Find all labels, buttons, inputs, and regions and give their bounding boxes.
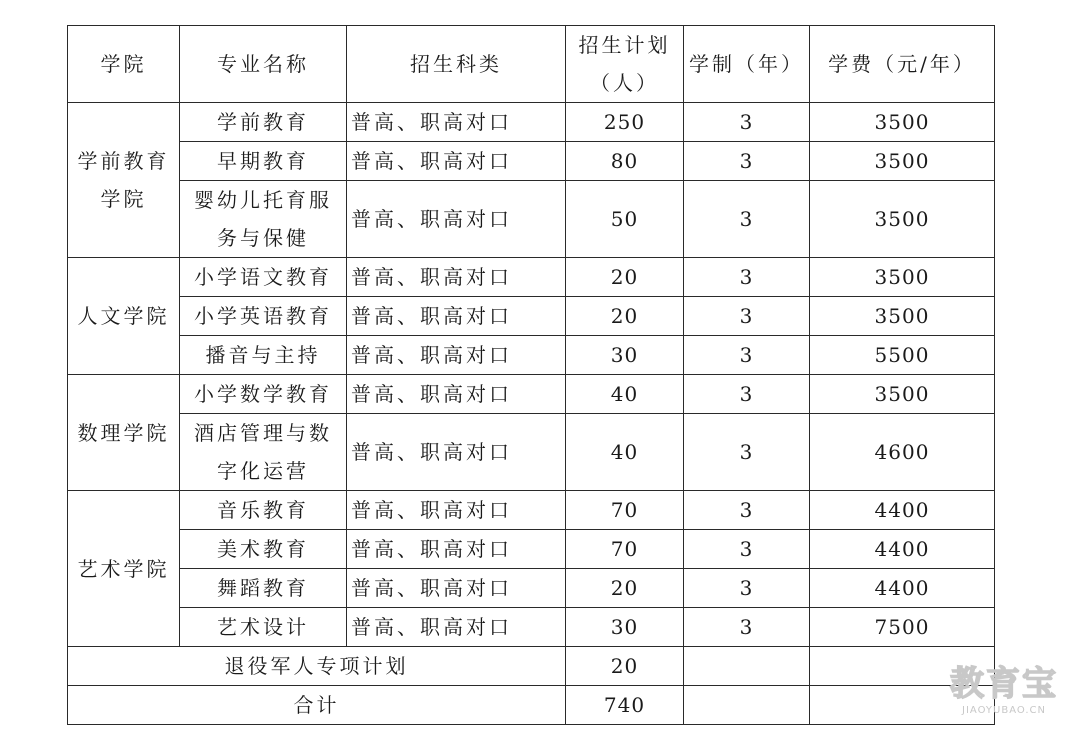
- admissions-table: [67, 25, 995, 725]
- major-cell: 酒店管理与数字化运营: [180, 414, 347, 491]
- duration-cell: 3: [684, 491, 810, 530]
- plan-cell: 50: [566, 181, 684, 258]
- duration-cell: 3: [684, 414, 810, 491]
- table-row: [68, 181, 995, 258]
- header-duration: 学制（年）: [684, 26, 810, 103]
- header-category: 招生科类: [347, 26, 566, 103]
- veterans-row: [68, 647, 995, 686]
- table-row: [68, 375, 995, 414]
- major-cell: 舞蹈教育: [180, 569, 347, 608]
- header-tuition: 学费（元/年）: [810, 26, 995, 103]
- table-row: [68, 336, 995, 375]
- table-row: [68, 258, 995, 297]
- tuition-cell: 3500: [810, 297, 995, 336]
- category-cell: 普高、职高对口: [347, 103, 566, 142]
- tuition-cell: 4400: [810, 530, 995, 569]
- empty-cell: [684, 686, 810, 725]
- plan-cell: 30: [566, 608, 684, 647]
- college-cell: 数理学院: [68, 375, 180, 491]
- plan-cell: 40: [566, 414, 684, 491]
- table-row: [68, 608, 995, 647]
- table-header-row: [68, 26, 995, 103]
- watermark-brand: 教育宝: [950, 664, 1058, 704]
- category-cell: 普高、职高对口: [347, 142, 566, 181]
- major-cell: 音乐教育: [180, 491, 347, 530]
- plan-cell: 20: [566, 297, 684, 336]
- major-cell: 美术教育: [180, 530, 347, 569]
- category-cell: 普高、职高对口: [347, 258, 566, 297]
- watermark-logo: [944, 664, 1064, 724]
- duration-cell: 3: [684, 608, 810, 647]
- category-cell: 普高、职高对口: [347, 491, 566, 530]
- category-cell: 普高、职高对口: [347, 414, 566, 491]
- college-cell: 艺术学院: [68, 491, 180, 647]
- major-cell: 艺术设计: [180, 608, 347, 647]
- plan-cell: 250: [566, 103, 684, 142]
- total-label: 合计: [68, 686, 566, 725]
- duration-cell: 3: [684, 258, 810, 297]
- duration-cell: 3: [684, 530, 810, 569]
- total-row: [68, 686, 995, 725]
- major-cell: 小学语文教育: [180, 258, 347, 297]
- category-cell: 普高、职高对口: [347, 297, 566, 336]
- major-cell: 早期教育: [180, 142, 347, 181]
- major-cell: 学前教育: [180, 103, 347, 142]
- college-cell: 学前教育学院: [68, 103, 180, 258]
- plan-cell: 70: [566, 530, 684, 569]
- veterans-label: 退役军人专项计划: [68, 647, 566, 686]
- table-row: [68, 103, 995, 142]
- tuition-cell: 3500: [810, 103, 995, 142]
- category-cell: 普高、职高对口: [347, 608, 566, 647]
- plan-cell: 80: [566, 142, 684, 181]
- watermark-domain: JIAOYUBAO.CN: [962, 705, 1046, 716]
- tuition-cell: 4400: [810, 491, 995, 530]
- plan-cell: 20: [566, 569, 684, 608]
- table-row: [68, 297, 995, 336]
- table-row: [68, 530, 995, 569]
- table-row: [68, 569, 995, 608]
- empty-cell: [684, 647, 810, 686]
- duration-cell: 3: [684, 103, 810, 142]
- duration-cell: 3: [684, 569, 810, 608]
- duration-cell: 3: [684, 336, 810, 375]
- tuition-cell: 3500: [810, 375, 995, 414]
- tuition-cell: 5500: [810, 336, 995, 375]
- plan-cell: 30: [566, 336, 684, 375]
- category-cell: 普高、职高对口: [347, 336, 566, 375]
- veterans-plan: 20: [566, 647, 684, 686]
- plan-cell: 40: [566, 375, 684, 414]
- header-major: 专业名称: [180, 26, 347, 103]
- duration-cell: 3: [684, 142, 810, 181]
- tuition-cell: 3500: [810, 142, 995, 181]
- major-cell: 婴幼儿托育服务与保健: [180, 181, 347, 258]
- table-row: [68, 414, 995, 491]
- major-cell: 小学数学教育: [180, 375, 347, 414]
- duration-cell: 3: [684, 181, 810, 258]
- tuition-cell: 4600: [810, 414, 995, 491]
- tuition-cell: 3500: [810, 181, 995, 258]
- plan-cell: 70: [566, 491, 684, 530]
- total-plan: 740: [566, 686, 684, 725]
- tuition-cell: 4400: [810, 569, 995, 608]
- duration-cell: 3: [684, 375, 810, 414]
- major-cell: 小学英语教育: [180, 297, 347, 336]
- table-row: [68, 142, 995, 181]
- header-plan: 招生计划（人）: [566, 26, 684, 103]
- category-cell: 普高、职高对口: [347, 375, 566, 414]
- table-row: [68, 491, 995, 530]
- category-cell: 普高、职高对口: [347, 530, 566, 569]
- header-college: 学院: [68, 26, 180, 103]
- plan-cell: 20: [566, 258, 684, 297]
- major-cell: 播音与主持: [180, 336, 347, 375]
- category-cell: 普高、职高对口: [347, 181, 566, 258]
- category-cell: 普高、职高对口: [347, 569, 566, 608]
- tuition-cell: 7500: [810, 608, 995, 647]
- tuition-cell: 3500: [810, 258, 995, 297]
- duration-cell: 3: [684, 297, 810, 336]
- college-cell: 人文学院: [68, 258, 180, 375]
